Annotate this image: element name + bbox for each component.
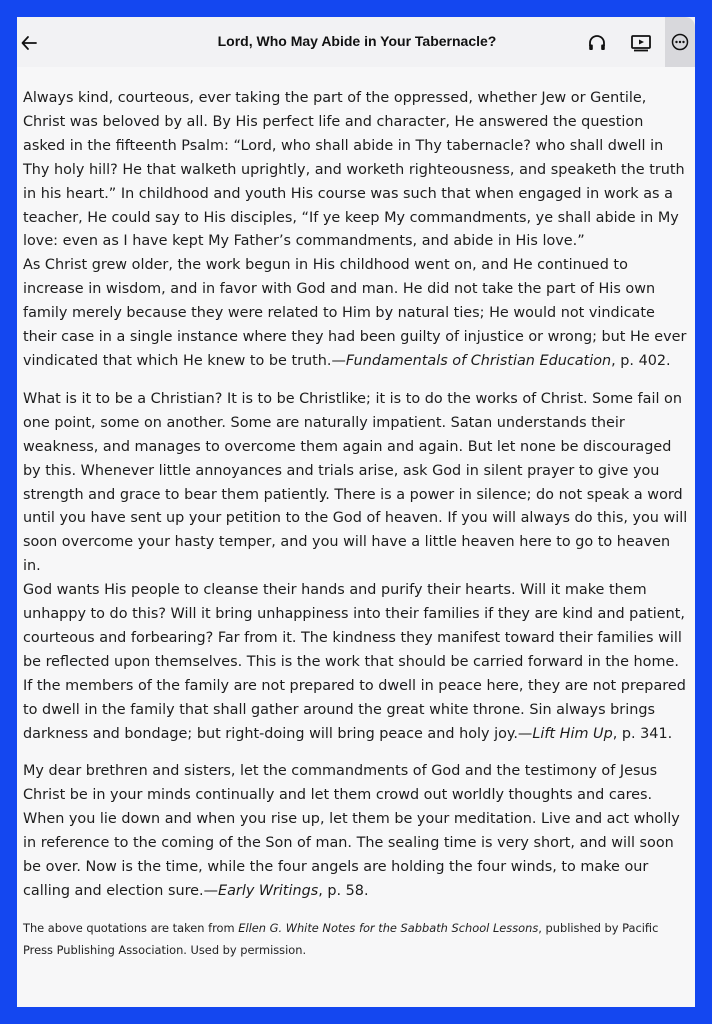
paragraph-text: God wants His people to cleanse their hands and purify their hearts. Will it make them unhappy to do this? Will it bring unhappiness into their families if they are kind and patient, courteous and forbearing? Far from it. The kindness they manifest toward their families will be reflected upon themselves. This is the work that should be carried forward in the home. If the members of the family are not prepared to dwell in peace here, they are not prepared to dwell in the family that shall gather around the great white throne. Sin always brings darkness and bondage; but right-doing will bring peace and holy joy.— [23, 582, 686, 742]
footer-prefix: The above quotations are taken from [23, 920, 239, 935]
page-reference: , p. 341. [612, 725, 673, 742]
page-reference: , p. 58. [318, 883, 369, 899]
paragraph: Always kind, courteous, ever taking the part of the oppressed, whether Jew or Gentile, Christ was beloved by all. By His perfect life and character, He answered the question asked in the fifteenth Psalm: “Lord, who shall abide in Thy tabernacle? who shall dwell in Thy holy hill? He that walketh uprightly, and worketh righteousness, and speaketh the truth in his heart.” In childhood and youth His course was such that when engaged in work as a teacher, He could say to His disciples, “If ye keep My commandments, ye shall abide in My love: even as I have kept My Father’s commandments, and abide in His love.” [23, 90, 685, 250]
more-options-button[interactable] [665, 17, 695, 67]
paragraph: What is it to be a Christian? It is to be Christlike; it is to do the works of Christ. Some fail on one point, some on another. Some are naturally impatient. Satan understands their weakness, and manages to overcome them again and again. But let none be discouraged by this. Whenever little annoyances and trials arise, ask God in silent prayer to give you strength and grace to bear them patiently. There is a power in silence; do not speak a word until you have sent up your petition to the God of heaven. If you will always do this, you will soon overcome your hasty temper, and you will have a little heaven here to go to heaven in. [23, 390, 688, 575]
page-reference: , p. 402. [611, 352, 671, 369]
headphones-icon [587, 33, 607, 53]
lesson-content [23, 87, 689, 961]
source-citation: Lift Him Up [532, 725, 613, 742]
permission-footer [23, 917, 689, 961]
footer-suffix: , published by Pacific Press Publishing Association. Used by permission. [23, 920, 659, 957]
paragraph [23, 760, 689, 903]
back-button[interactable] [17, 31, 41, 55]
video-button[interactable] [629, 31, 653, 55]
video-play-icon [630, 33, 652, 53]
app-window [17, 17, 695, 1007]
footer-book-title: Ellen G. White Notes for the Sabbath School Lessons [238, 920, 539, 935]
page-title: Lord, Who May Abide in Your Tabernacle? [217, 33, 497, 49]
source-citation: Fundamentals of Christian Education [345, 352, 612, 369]
top-bar [17, 17, 695, 67]
paragraph [23, 579, 689, 746]
back-arrow-icon [20, 34, 38, 52]
source-citation: Early Writings [218, 883, 319, 899]
listen-button[interactable] [585, 31, 609, 55]
more-options-icon [671, 33, 689, 51]
paragraph [23, 254, 689, 374]
paragraph-text: As Christ grew older, the work begun in His childhood went on, and He continued to increase in wisdom, and in favor with God and man. He did not take the part of His own family merely because they were related to Him by natural ties; He would not vindicate their case in a single instance where they had been guilty of injustice or wrong; but He ever vindicated that which He knew to be truth.— [23, 257, 687, 369]
paragraph-text: My dear brethren and sisters, let the commandments of God and the testimony of Jesus Christ be in your minds continually and let them crowd out worldly thoughts and cares. When you lie down and when you rise up, let them be your meditation. Live and act wholly in reference to the coming of the Son of man. The sealing time is very short, and will soon be over. Now is the time, while the four angels are holding the four winds, to make our calling and election sure.— [23, 763, 680, 899]
